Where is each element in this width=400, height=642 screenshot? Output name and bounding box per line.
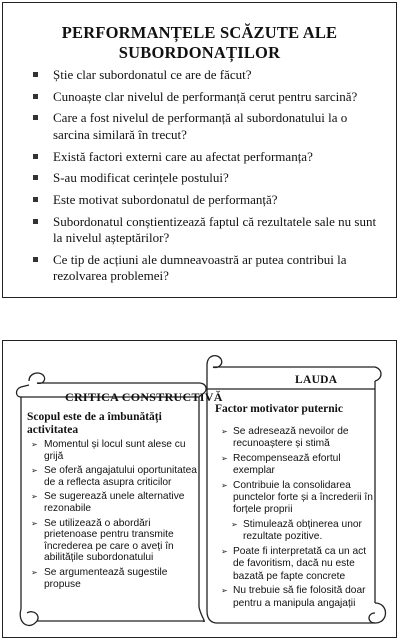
arrow-bullet-icon: ➢ (221, 454, 228, 463)
square-bullet-icon (33, 94, 38, 99)
square-bullet-icon (33, 154, 38, 159)
praise-text: Contribuie la consolidarea punctelor forte și a încrederii în forțele proprii (233, 480, 373, 516)
square-bullet-icon (33, 115, 38, 120)
arrow-bullet-icon: ➢ (221, 481, 228, 490)
praise-text: Nu trebuie să fie folosită doar pentru a manipula angajații (233, 585, 366, 609)
arrow-bullet-icon: ➢ (231, 520, 238, 530)
question-text: Ce tip de acțiuni ale dumneavoastră ar putea contribui la rezolvarea problemei? (53, 251, 347, 284)
question-item (33, 170, 385, 187)
praise-item (217, 585, 377, 609)
arrow-bullet-icon: ➢ (31, 492, 38, 502)
square-bullet-icon (33, 72, 38, 77)
praise-title: LAUDA (295, 374, 338, 386)
praise-text: Recompensează efortul exemplar (233, 453, 341, 477)
critique-item (31, 518, 197, 564)
question-text: S-au modificat cerințele postului? (53, 170, 229, 186)
arrow-bullet-icon: ➢ (221, 547, 228, 557)
critique-subtitle: Scopul este de a îmbunătăți activitatea (27, 411, 162, 436)
question-item (33, 89, 385, 106)
question-item (33, 67, 385, 84)
arrow-bullet-icon: ➢ (31, 518, 38, 528)
praise-item (217, 480, 377, 517)
critique-text: Se sugerează unele alternative rezonabile (44, 491, 185, 514)
square-bullet-icon (33, 257, 38, 262)
critique-list (31, 439, 197, 593)
critique-item (31, 567, 197, 590)
question-text: Care a fost nivelul de performanță al subordonatului la o sarcina similară în trecut? (53, 110, 348, 142)
question-item (33, 214, 385, 247)
arrow-bullet-icon: ➢ (31, 466, 38, 476)
critique-item (31, 491, 197, 514)
slide-title-line2: SUBORDONAȚILOR (118, 43, 281, 62)
praise-item (217, 426, 377, 450)
critique-text: Se argumentează sugestile propuse (44, 566, 168, 590)
slide-performance-issues (2, 2, 397, 298)
question-list (33, 67, 385, 290)
question-text: Cunoaște clar nivelul de performanță cerut pentru sarcină? (53, 88, 358, 104)
praise-item (217, 453, 377, 477)
question-item (33, 110, 385, 143)
critique-title: CRITICA CONSTRUCTIVĂ (65, 390, 223, 404)
question-text: Subordonatul conștientizează faptul că rezultatele sale nu sunt la nivelul așteptărilor? (53, 213, 377, 246)
praise-subtitle: Factor motivator puternic (215, 403, 343, 415)
question-item (33, 192, 385, 209)
slide-title-line1: PERFORMANȚELE SCĂZUTE ALE (61, 23, 338, 42)
question-text: Este motivat subordonatul de performanță? (53, 191, 278, 207)
praise-item (217, 546, 377, 583)
praise-list (217, 426, 377, 612)
square-bullet-icon (33, 197, 38, 202)
slide-feedback (2, 340, 397, 638)
critique-text: Se oferă angajatului oportunitatea de a reflecta asupra criticilor (44, 465, 197, 488)
question-text: Știe clar subordonatul ce are de făcut? (53, 67, 252, 82)
critique-text: Se utilizează o abordări prietenoase pentru transmite încrederea pe care o aveți în abilitățile subordonatului (44, 517, 174, 564)
square-bullet-icon (33, 219, 38, 224)
arrow-bullet-icon: ➢ (31, 440, 38, 449)
arrow-bullet-icon: ➢ (31, 567, 38, 577)
arrow-bullet-icon: ➢ (221, 427, 228, 436)
square-bullet-icon (33, 175, 38, 180)
critique-text: Momentul și locul sunt alese cu grijă (44, 439, 186, 462)
question-item (33, 252, 385, 285)
question-item (33, 149, 385, 166)
critique-item (31, 465, 197, 488)
praise-text: Stimulează obținerea unor rezultate pozitive. (243, 519, 362, 543)
critique-item (31, 439, 197, 462)
question-text: Există factori externi care au afectat performanța? (53, 148, 313, 164)
arrow-bullet-icon: ➢ (221, 586, 228, 596)
praise-text: Se adresează nevoilor de recunoaștere și stimă (233, 426, 349, 450)
praise-text: Poate fi interpretată ca un act de favoritism, dacă nu este bazată pe fapte concrete (233, 546, 367, 582)
praise-item (217, 519, 377, 543)
